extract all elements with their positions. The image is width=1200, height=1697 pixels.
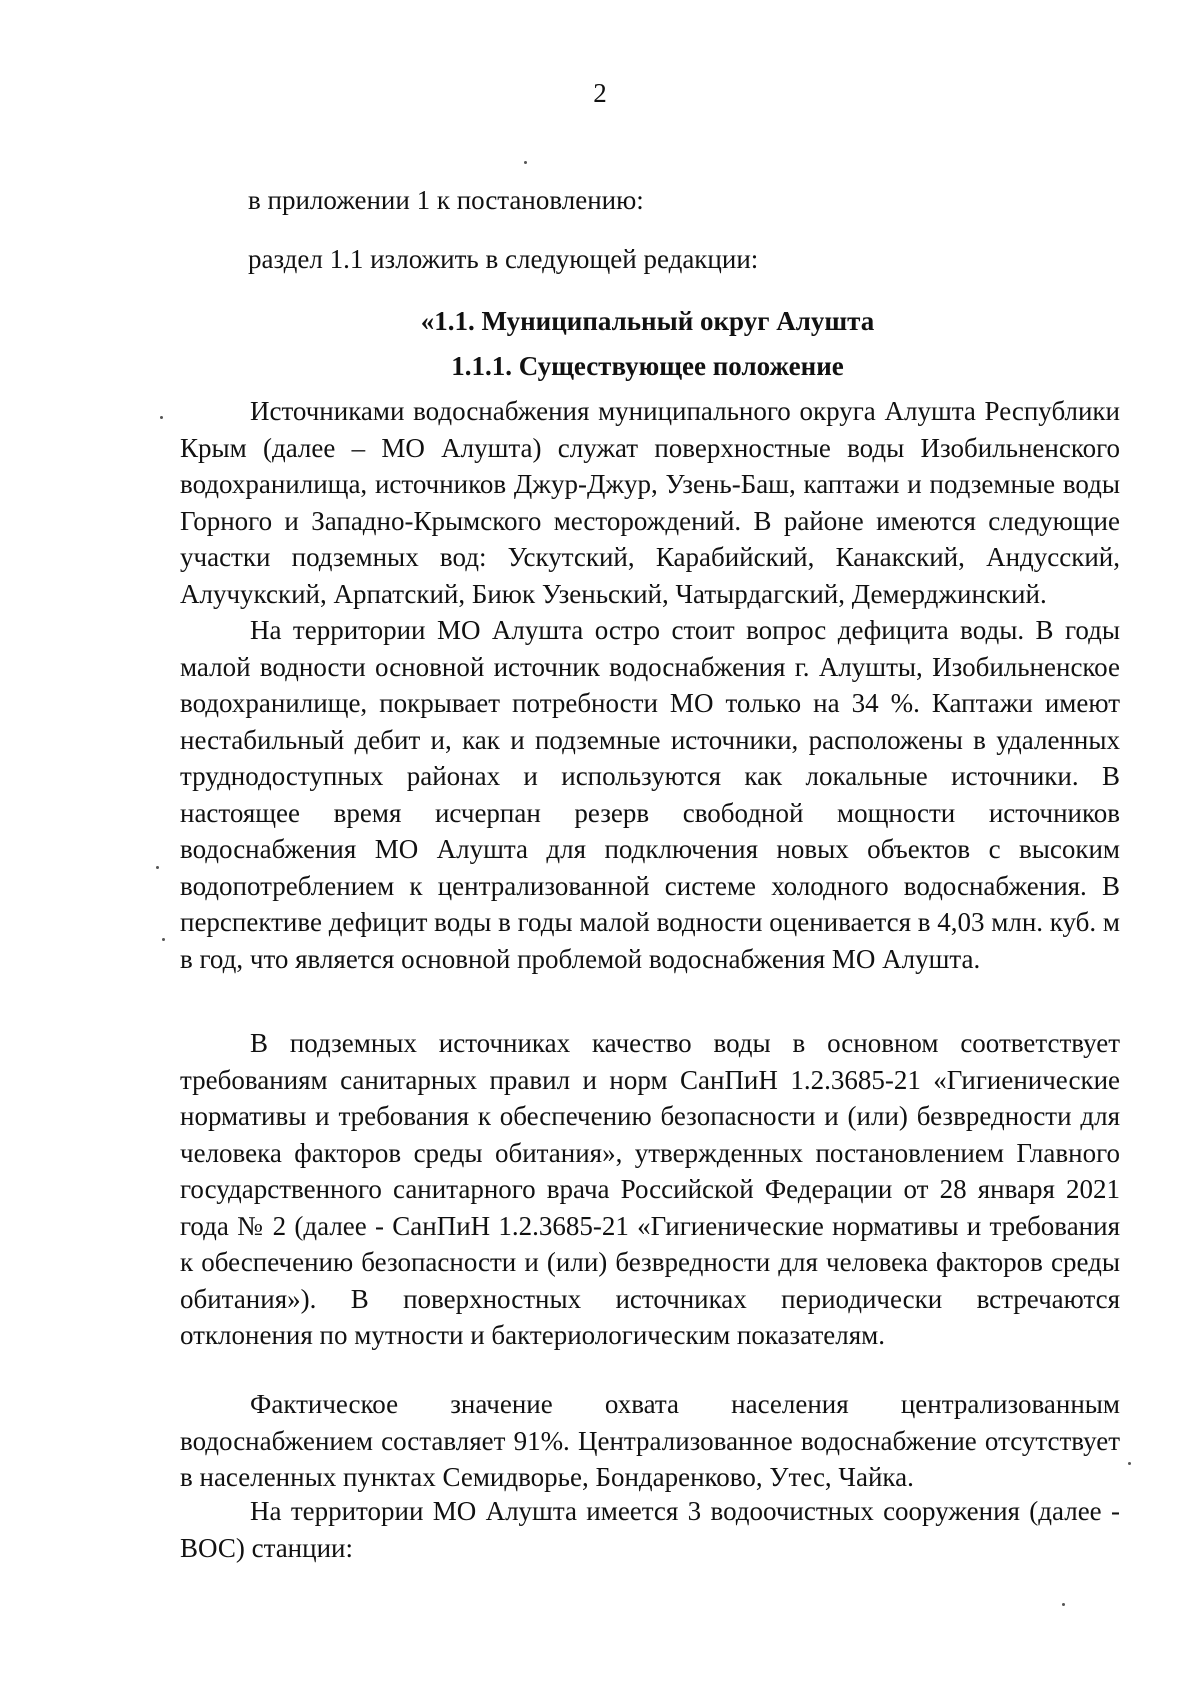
paragraph-text: На территории МО Алушта остро стоит вопрос дефицита воды. В годы малой водности основной источник водоснабжения г. Алушты, Изобильненское водохранилище, покрывает потребности МО только на 34 %. Каптажи имеют нестабильный дебит и, как и подземные источники, расположены в удаленных труднодоступных районах и используются как локальные источники. В настоящее время исчерпан резерв свободной мощности источников водоснабжения МО Алушта для подключения новых объектов с высоким водопотреблением к централизованной системе холодного водоснабжения. В перспективе дефицит воды в годы малой водности оценивается в 4,03 млн. куб. м в год, что является основной проблемой водоснабжения МО Алушта. — [180, 615, 1120, 974]
intro-line-appendix: в приложении 1 к постановлению: — [248, 185, 644, 215]
paragraph-text: Источниками водоснабжения муниципального округа Алушта Республики Крым (далее – МО Алушта) служат поверхностные воды Изобильненского водохранилища, источников Джур-Джур, Узень-Баш, каптажи и подземные воды Горного и Западно-Крымского месторождений. В районе имеются следующие участки подземных вод: Ускутский, Карабийский, Канакский, Андусский, Алучукский, Арпатский, Биюк Узеньский, Чатырдагский, Демерджинский. — [180, 396, 1120, 609]
scan-speck — [162, 938, 165, 941]
paragraph-water-deficit — [180, 612, 1120, 977]
paragraph-treatment-facilities — [180, 1493, 1120, 1566]
scan-speck — [524, 161, 527, 164]
scan-speck — [156, 866, 159, 869]
subsection-title: 1.1.1. Существующее положение — [451, 351, 844, 381]
page-number: 2 — [593, 78, 607, 108]
scan-speck — [1062, 1603, 1065, 1606]
paragraph-text: На территории МО Алушта имеется 3 водоочистных сооружения (далее - ВОС) станции: — [180, 1496, 1120, 1563]
paragraph-water-sources — [180, 393, 1120, 612]
paragraph-text: Фактическое значение охвата населения централизованным водоснабжением составляет 91%. Централизованное водоснабжение отсутствует в населенных пунктах Семидворье, Бондаренково, Утес, Чайка. — [180, 1389, 1120, 1492]
scan-speck — [160, 416, 163, 419]
paragraph-coverage — [180, 1386, 1120, 1496]
paragraph-text: В подземных источниках качество воды в основном соответствует требованиям санитарных правил и норм СанПиН 1.2.3685-21 «Гигиенические нормативы и требования к обеспечению безопасности и (или) безвредности для человека факторов среды обитания», утвержденных постановлением Главного государственного санитарного врача Российской Федерации от 28 января 2021 года № 2 (далее - СанПиН 1.2.3685-21 «Гигиенические нормативы и требования к обеспечению безопасности и (или) безвредности для человека факторов среды обитания»). В поверхностных источниках периодически встречаются отклонения по мутности и бактериологическим показателям. — [180, 1028, 1120, 1350]
paragraph-water-quality — [180, 1025, 1120, 1354]
scan-speck — [1128, 1462, 1131, 1465]
intro-line-section: раздел 1.1 изложить в следующей редакции: — [248, 244, 759, 274]
section-title: «1.1. Муниципальный округ Алушта — [420, 306, 875, 336]
